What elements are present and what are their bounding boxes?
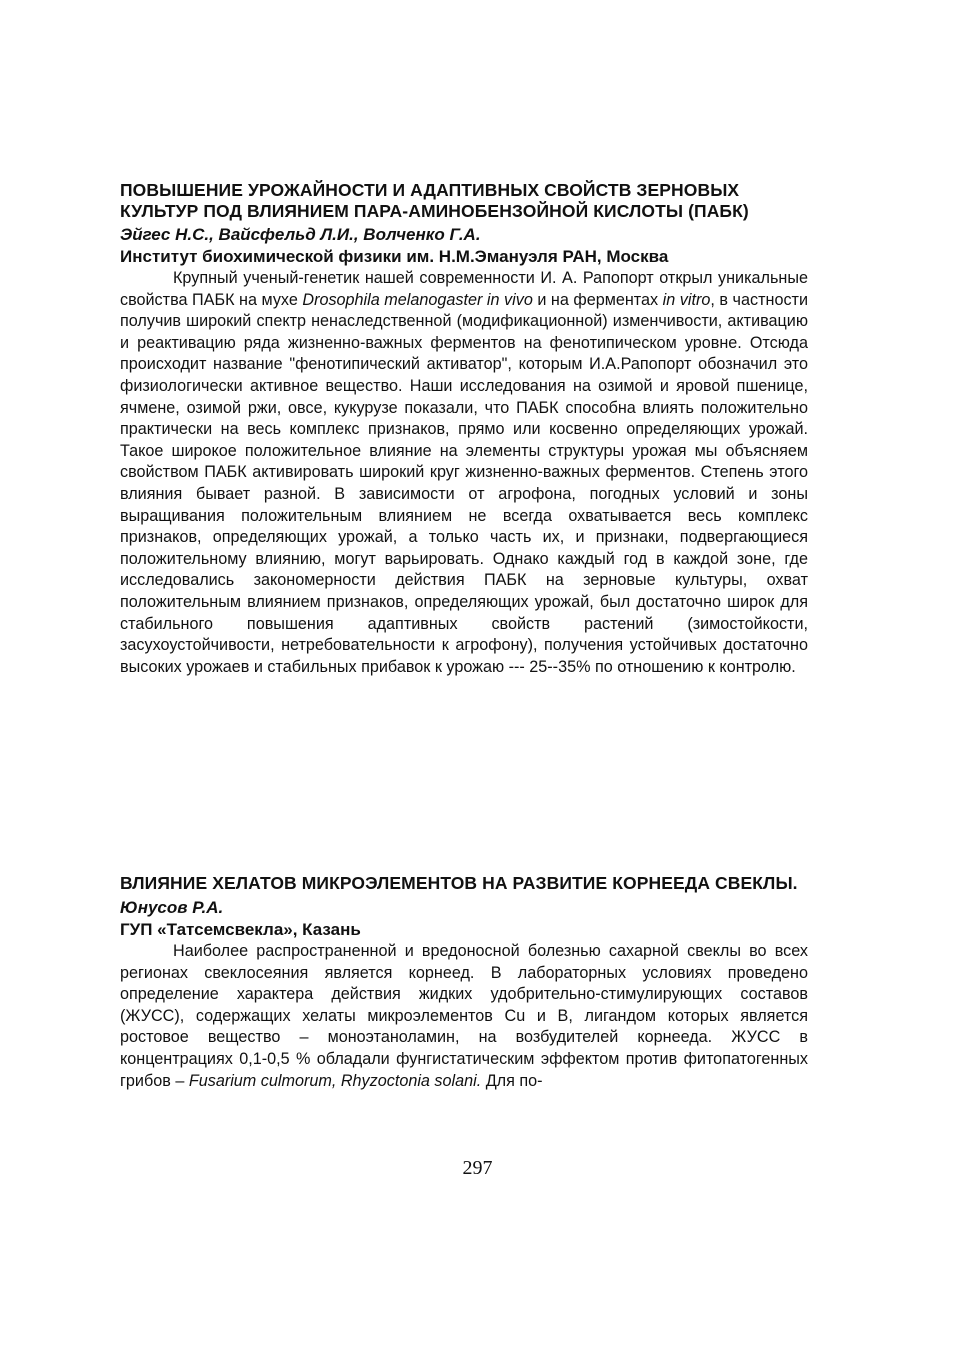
article-2-title: ВЛИЯНИЕ ХЕЛАТОВ МИКРОЭЛЕМЕНТОВ НА РАЗВИТИЕ КОРНЕЕДА СВЕКЛЫ.: [120, 873, 798, 893]
article-2-body: Наиболее распространенной и вредоносной болезнью сахарной свеклы во всех регионах свеклосеяния является корнеед. В лабораторных условиях проведено определение характера действия жидких удобрительно-стимулирующих составов (ЖУСС), содержащих хелаты микроэлементов Cu и B, лигандом которых является ростовое вещество – моноэтаноламин, на возбудителей корнееда. ЖУСС в концентрациях 0,1-0,5 % обладали фунгистатическим эффектом против фитопатогенных грибов – Fusarium culmorum, Rhyzoctonia solani. Для по-: [120, 942, 808, 1090]
page-number: 297: [462, 1157, 493, 1179]
article-2: [120, 873, 808, 1092]
article-1: [120, 180, 808, 678]
article-1-institution: Институт биохимической физики им. Н.М.Эмануэля РАН, Москва: [120, 247, 669, 266]
article-2-authors: Юнусов Р.А.: [120, 898, 224, 917]
article-2-institution: ГУП «Татсемсвекла», Казань: [120, 920, 361, 939]
article-1-authors: Эйгес Н.С., Вайсфельд Л.И., Волченко Г.А.: [120, 225, 481, 244]
article-1-body: Крупный ученый-генетик нашей современности И. А. Рапопорт открыл уникальные свойства ПАБК на мухе Drosophila melanogaster in vivo и на ферментах in vitro, в частности получив широкий спектр ненаследственной (модификационной) изменчивости, активацию и реактивацию ряда жизненно-важных ферментов на фенотипическом уровне. Отсюда происходит название "фенотипический активатор", которым И.А.Рапопорт обозначил это физиологически активное вещество. Наши исследования на озимой и яровой пшенице, ячмене, озимой ржи, овсе, кукурузе показали, что ПАБК способна влиять положительно практически на весь комплекс признаков, прямо или косвенно определяющих урожай. Такое широкое положительное влияние на элементы структуры урожая мы объясняем свойством ПАБК активировать широкий круг жизненно-важных ферментов. Степень этого влияния бывает разной. В зависимости от агрофона, погодных условий и зоны выращивания положительным влиянием не всегда охватывается весь комплекс признаков, определяющих урожай, а только часть их, и признаки, подвергающиеся положительному влиянию, могут варьировать. Однако каждый год в каждой зоне, где исследовались закономерности действия ПАБК на зерновые культуры, охват положительным влиянием признаков, определяющих урожай, был достаточно широк для стабильного повышения адаптивных свойств растений (зимостойкости, засухоустойчивости, нетребовательности к агрофону), получения устойчивых достаточно высоких урожаев и стабильных прибавок к урожаю --- 25--35% по отношению к контролю.: [120, 269, 808, 676]
article-1-title: ПОВЫШЕНИЕ УРОЖАЙНОСТИ И АДАПТИВНЫХ СВОЙСТВ ЗЕРНОВЫХ КУЛЬТУР ПОД ВЛИЯНИЕМ ПАРА-АМИНОБЕНЗОЙНОЙ КИСЛОТЫ (ПАБК): [120, 180, 749, 221]
